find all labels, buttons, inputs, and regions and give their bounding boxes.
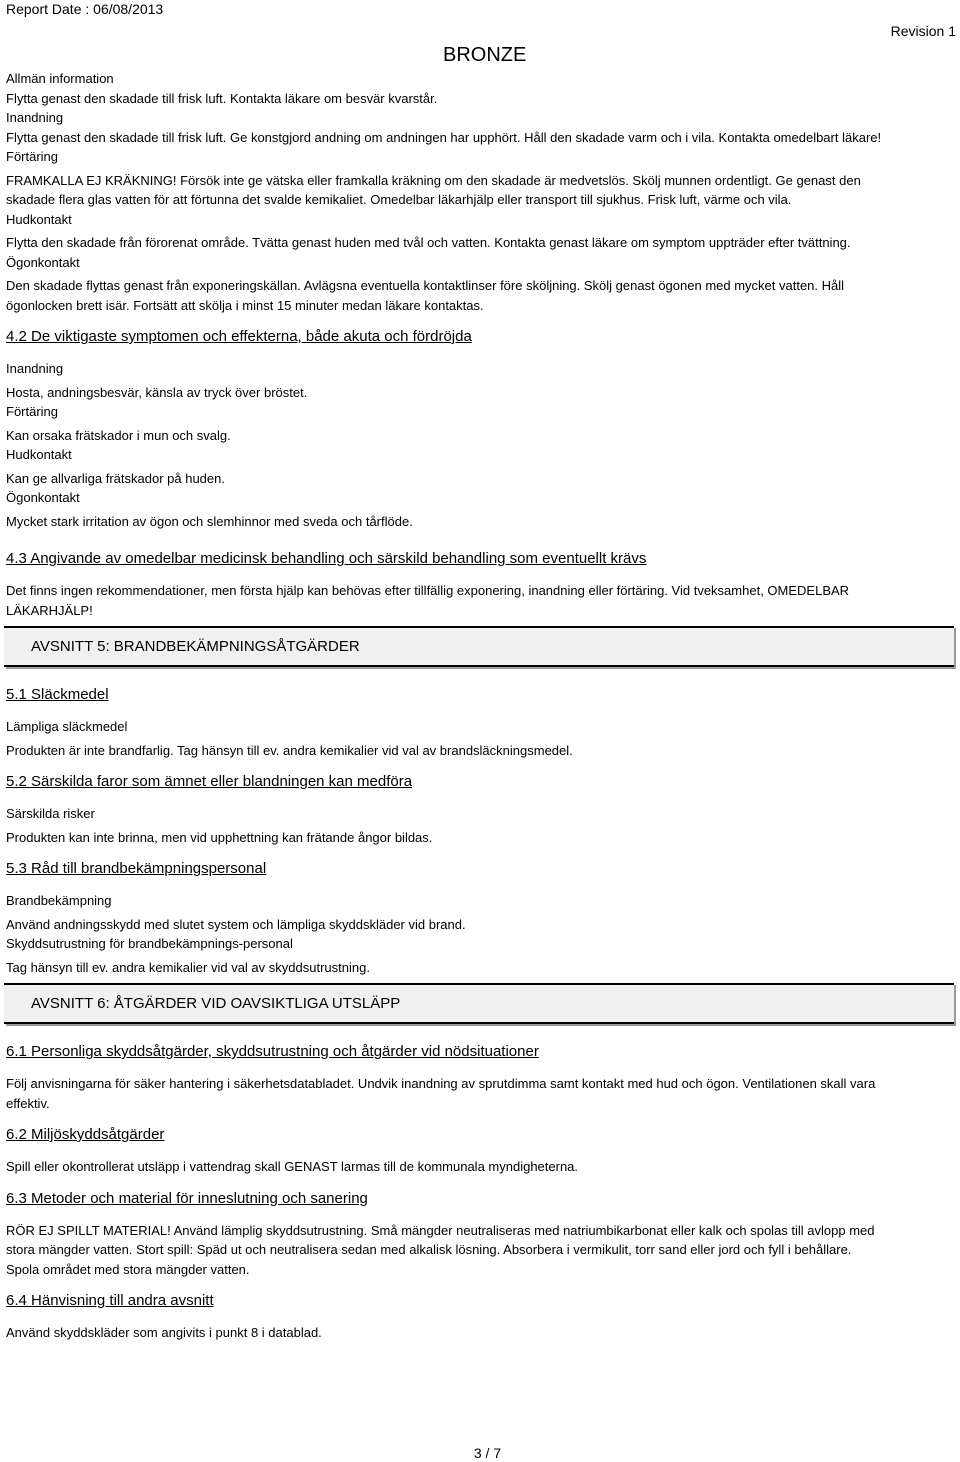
text-eye-contact: Den skadade flyttas genast från exponeringskällan. Avlägsna eventuella kontaktlinser före sköljning. Skölj genast ögonen med mycket vatten. Håll ögonlocken brett isär. Fortsätt att skölja i minst 15 minuter medan läkare kontaktas. <box>6 278 845 313</box>
heading-6-3: 6.3 Metoder och material för inneslutning och sanering <box>6 1189 368 1207</box>
text-skin-contact: Flytta den skadade från förorenat område. Tvätta genast huden med tvål och vatten. Kontakta genast läkare om symptom uppträder efter tvättning. <box>6 235 851 250</box>
label-symptom-eye: Ögonkontakt <box>6 490 80 505</box>
heading-4-2: 4.2 De viktigaste symptomen och effekterna, både akuta och fördröjda <box>6 328 472 345</box>
text-symptom-inhalation: Hosta, andningsbesvär, känsla av tryck över bröstet. <box>6 384 308 400</box>
section-6-title-bar <box>4 983 954 1024</box>
label-firefighter-equipment: Skyddsutrustning för brandbekämpnings-personal <box>6 936 293 951</box>
text-symptom-skin: Kan ge allvarliga frätskador på huden. <box>6 470 225 486</box>
label-general-info: Allmän information <box>6 71 114 86</box>
label-ingestion: Förtäring <box>6 149 59 164</box>
heading-6-4: 6.4 Hänvisning till andra avsnitt <box>6 1292 214 1309</box>
text-extinguishing-media: Produkten är inte brandfarlig. Tag hänsyn till ev. andra kemikalier vid val av brandsläckningsmedel. <box>6 742 573 758</box>
text-inhalation: Flytta genast den skadade till frisk luft. Ge konstgjord andning om andningen har upphört. Håll den skadade varm och i vila. Kontakta omedelbart läkare! <box>6 129 882 145</box>
text-4-3: Det finns ingen rekommendationer, men första hjälp kan behövas efter tillfällig exponering, inandning eller förtäring. Vid tveksamhet, OMEDELBAR LÄKARHJÄLP! <box>6 583 850 618</box>
text-6-1: Följ anvisningarna för säker hantering i säkerhetsdatabladet. Undvik inandning av sprutdimma samt kontakt med hud och ögon. Ventilationen skall vara effektiv. <box>6 1076 876 1111</box>
text-6-4: Använd skyddskläder som angivits i punkt 8 i datablad. <box>6 1325 322 1340</box>
label-skin-contact: Hudkontakt <box>6 211 72 227</box>
text-symptom-ingestion: Kan orsaka frätskador i mun och svalg. <box>6 427 231 443</box>
document-body <box>6 69 886 1343</box>
page-number: 3 / 7 <box>473 1445 502 1461</box>
section-6-title: AVSNITT 6: ÅTGÄRDER VID OAVSIKTLIGA UTSLÄPP <box>31 995 401 1012</box>
label-symptom-inhalation: Inandning <box>6 361 64 376</box>
heading-6-2: 6.2 Miljöskyddsåtgärder <box>6 1126 165 1143</box>
text-6-3: RÖR EJ SPILLT MATERIAL! Använd lämplig skyddsutrustning. Små mängder neutraliseras med natriumbikarbonat eller kalk och spolas till avlopp med stora mängder vatten. Stort spill: Späd ut och neutralisera sedan med alkalisk lösning. Absorbera i vermikulit, torr sand eller jord och fyll i behållare. Spola området med stora mängder vatten. <box>6 1222 875 1277</box>
label-special-hazards: Särskilda risker <box>6 806 95 821</box>
product-name: BRONZE <box>443 44 527 66</box>
text-firefighting: Använd andningsskydd med slutet system och lämpliga skyddskläder vid brand. <box>6 916 466 932</box>
text-symptom-eye: Mycket stark irritation av ögon och slemhinnor med sveda och tårflöde. <box>6 513 413 529</box>
label-inhalation: Inandning <box>6 110 64 125</box>
label-symptom-skin: Hudkontakt <box>6 447 72 462</box>
text-firefighter-equipment: Tag hänsyn till ev. andra kemikalier vid val av skyddsutrustning. <box>6 959 370 975</box>
text-ingestion: FRAMKALLA EJ KRÄKNING! Försök inte ge vätska eller framkalla kräkning om den skadade är medvetslös. Skölj munnen ordentligt. Ge genast den skadade flera glas vatten för att förtunna det svalde kemikaliet. Omedelbar läkarhjälp eller transport till sjukhus. Frisk luft, värme och vila. <box>6 172 861 207</box>
label-extinguishing-media: Lämpliga släckmedel <box>6 719 128 734</box>
section-5-title: AVSNITT 5: BRANDBEKÄMPNINGSÅTGÄRDER <box>31 638 360 655</box>
heading-5-2: 5.2 Särskilda faror som ämnet eller blandningen kan medföra <box>6 773 413 790</box>
heading-5-1: 5.1 Släckmedel <box>6 686 109 703</box>
text-special-hazards: Produkten kan inte brinna, men vid upphettning kan frätande ångor bildas. <box>6 829 433 845</box>
report-date: Report Date : 06/08/2013 <box>6 1 164 17</box>
label-firefighting: Brandbekämpning <box>6 893 112 908</box>
text-6-2: Spill eller okontrollerat utsläpp i vattendrag skall GENAST larmas till de kommunala myndigheterna. <box>6 1159 579 1174</box>
label-eye-contact: Ögonkontakt <box>6 254 80 270</box>
heading-4-3: 4.3 Angivande av omedelbar medicinsk behandling och särskild behandling som eventuellt krävs <box>6 550 647 567</box>
heading-6-1: 6.1 Personliga skyddsåtgärder, skyddsutrustning och åtgärder vid nödsituationer <box>6 1043 539 1060</box>
revision-number: Revision 1 <box>890 23 956 39</box>
text-general-info: Flytta genast den skadade till frisk luft. Kontakta läkare om besvär kvarstår. <box>6 90 438 106</box>
label-symptom-ingestion: Förtäring <box>6 404 59 419</box>
heading-5-3: 5.3 Råd till brandbekämpningspersonal <box>6 860 267 877</box>
section-5-title-bar <box>4 626 954 667</box>
